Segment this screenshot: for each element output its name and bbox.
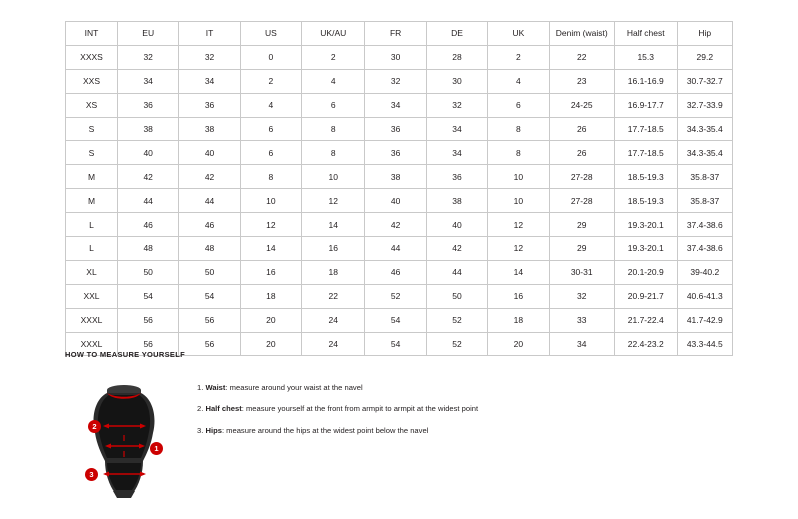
table-row [66,308,733,332]
size-chart-container [65,21,733,356]
cell: 21.7-22.4 [614,308,677,332]
cell: 2 [240,69,301,93]
cell: 32 [549,284,614,308]
column-header: Half chest [614,22,677,46]
column-header: INT [66,22,118,46]
cell: 20 [488,332,549,356]
cell: 37.4-38.6 [677,213,732,237]
size-chart-table [65,21,733,356]
measure-instruction-item [197,405,478,413]
cell: XS [66,93,118,117]
cell: 8 [488,141,549,165]
cell: 4 [240,93,301,117]
cell: 56 [179,308,240,332]
cell: 19.3-20.1 [614,213,677,237]
cell: 50 [118,260,179,284]
cell: 24-25 [549,93,614,117]
cell: 54 [179,284,240,308]
cell: 40 [179,141,240,165]
cell: 29 [549,237,614,261]
cell: 6 [302,93,365,117]
cell: 42 [118,165,179,189]
table-row [66,141,733,165]
cell: 6 [240,141,301,165]
cell: 20.9-21.7 [614,284,677,308]
cell: 30 [365,45,426,69]
callout-marker-3: 3 [85,468,98,481]
cell: 52 [426,332,487,356]
cell: 36 [179,93,240,117]
cell: 8 [488,117,549,141]
cell: 10 [240,189,301,213]
table-row [66,189,733,213]
cell: 41.7-42.9 [677,308,732,332]
mannequin-illustration [65,373,183,498]
cell: 4 [302,69,365,93]
cell: 36 [365,117,426,141]
cell: 20 [240,308,301,332]
cell: 18 [302,260,365,284]
cell: 35.8-37 [677,165,732,189]
cell: 32.7-33.9 [677,93,732,117]
cell: 30-31 [549,260,614,284]
cell: 40.6-41.3 [677,284,732,308]
cell: 54 [365,332,426,356]
cell: 50 [179,260,240,284]
cell: 33 [549,308,614,332]
cell: 40 [118,141,179,165]
cell: XXXS [66,45,118,69]
mannequin-figure [65,373,183,498]
cell: 12 [488,213,549,237]
cell: 28 [426,45,487,69]
cell: 16 [240,260,301,284]
cell: 27-28 [549,189,614,213]
cell: 24 [302,332,365,356]
cell: 42 [365,213,426,237]
cell: 44 [179,189,240,213]
cell: 18 [240,284,301,308]
how-to-measure-body [65,373,733,498]
cell: 16 [488,284,549,308]
cell: 42 [179,165,240,189]
table-row [66,284,733,308]
table-row [66,45,733,69]
cell: XXXL [66,308,118,332]
cell: 19.3-20.1 [614,237,677,261]
cell: 12 [240,213,301,237]
instruction-term: Hips [205,425,222,435]
cell: 39-40.2 [677,260,732,284]
cell: 23 [549,69,614,93]
cell: 22 [302,284,365,308]
cell: 56 [118,332,179,356]
cell: 46 [118,213,179,237]
cell: 34 [426,117,487,141]
cell: L [66,213,118,237]
cell: S [66,117,118,141]
cell: 46 [179,213,240,237]
column-header: US [240,22,301,46]
cell: 34 [426,141,487,165]
callout-marker-1: 1 [150,442,163,455]
instruction-text: : measure yourself at the front from armpit to armpit at the widest point [241,404,479,414]
cell: 38 [118,117,179,141]
cell: 4 [488,69,549,93]
cell: 29.2 [677,45,732,69]
cell: 35.8-37 [677,189,732,213]
instruction-number: 3. [197,425,204,435]
cell: 44 [426,260,487,284]
cell: 14 [488,260,549,284]
instruction-text: : measure around the hips at the widest point below the navel [221,425,429,435]
cell: 26 [549,117,614,141]
column-header: Hip [677,22,732,46]
column-header: IT [179,22,240,46]
cell: 30 [426,69,487,93]
how-to-measure-section [65,350,733,498]
cell: 46 [365,260,426,284]
measure-instruction-item [197,384,478,392]
cell: 40 [426,213,487,237]
cell: 18 [488,308,549,332]
column-header: Denim (waist) [549,22,614,46]
callout-marker-2: 2 [88,420,101,433]
cell: 16.9-17.7 [614,93,677,117]
cell: 34.3-35.4 [677,141,732,165]
cell: XL [66,260,118,284]
cell: 54 [118,284,179,308]
cell: 17.7-18.5 [614,117,677,141]
cell: 48 [179,237,240,261]
cell: 14 [240,237,301,261]
cell: 10 [488,189,549,213]
cell: 38 [365,165,426,189]
cell: 18.5-19.3 [614,165,677,189]
table-header-row [66,22,733,46]
cell: XXXL [66,332,118,356]
cell: 22 [549,45,614,69]
cell: 8 [302,141,365,165]
cell: 54 [365,308,426,332]
cell: 30.7-32.7 [677,69,732,93]
cell: 12 [302,189,365,213]
cell: 42 [426,237,487,261]
table-row [66,117,733,141]
instruction-text: : measure around your waist at the navel [225,383,363,392]
cell: 32 [426,93,487,117]
cell: 36 [118,93,179,117]
instruction-number: 2. [197,404,204,414]
cell: XXL [66,284,118,308]
cell: 40 [365,189,426,213]
cell: 17.7-18.5 [614,141,677,165]
cell: 12 [488,237,549,261]
cell: 6 [488,93,549,117]
cell: 34 [549,332,614,356]
cell: 16 [302,237,365,261]
cell: 52 [426,308,487,332]
cell: 32 [179,45,240,69]
cell: 32 [118,45,179,69]
cell: 56 [179,332,240,356]
cell: 24 [302,308,365,332]
how-to-measure-title: HOW TO MEASURE YOURSELF [65,350,185,359]
cell: 18.5-19.3 [614,189,677,213]
cell: 8 [302,117,365,141]
cell: 50 [426,284,487,308]
cell: 0 [240,45,301,69]
cell: 26 [549,141,614,165]
table-row [66,260,733,284]
cell: 48 [118,237,179,261]
column-header: UK [488,22,549,46]
cell: XXS [66,69,118,93]
cell: M [66,165,118,189]
cell: 14 [302,213,365,237]
cell: 44 [118,189,179,213]
cell: 36 [365,141,426,165]
cell: 20.1-20.9 [614,260,677,284]
cell: 34.3-35.4 [677,117,732,141]
table-row [66,237,733,261]
cell: 34 [118,69,179,93]
cell: 10 [302,165,365,189]
cell: M [66,189,118,213]
column-header: UK/AU [302,22,365,46]
table-row [66,213,733,237]
cell: 43.3-44.5 [677,332,732,356]
cell: 2 [302,45,365,69]
instruction-term: Waist [205,383,226,392]
cell: 27-28 [549,165,614,189]
cell: 22.4-23.2 [614,332,677,356]
column-header: EU [118,22,179,46]
cell: 2 [488,45,549,69]
instruction-number: 1. [197,383,204,392]
cell: 37.4-38.6 [677,237,732,261]
cell: 38 [426,189,487,213]
cell: 20 [240,332,301,356]
cell: 10 [488,165,549,189]
cell: 8 [240,165,301,189]
cell: 52 [365,284,426,308]
measure-instruction-item [197,427,478,435]
cell: 56 [118,308,179,332]
cell: 32 [365,69,426,93]
instruction-term: Half chest [205,404,242,414]
cell: 34 [179,69,240,93]
cell: S [66,141,118,165]
table-row [66,69,733,93]
cell: 44 [365,237,426,261]
cell: 34 [365,93,426,117]
cell: 38 [179,117,240,141]
cell: 6 [240,117,301,141]
measure-instructions-list [197,373,478,448]
cell: 29 [549,213,614,237]
cell: L [66,237,118,261]
table-row [66,165,733,189]
table-row [66,93,733,117]
column-header: DE [426,22,487,46]
cell: 16.1-16.9 [614,69,677,93]
cell: 36 [426,165,487,189]
column-header: FR [365,22,426,46]
cell: 15.3 [614,45,677,69]
